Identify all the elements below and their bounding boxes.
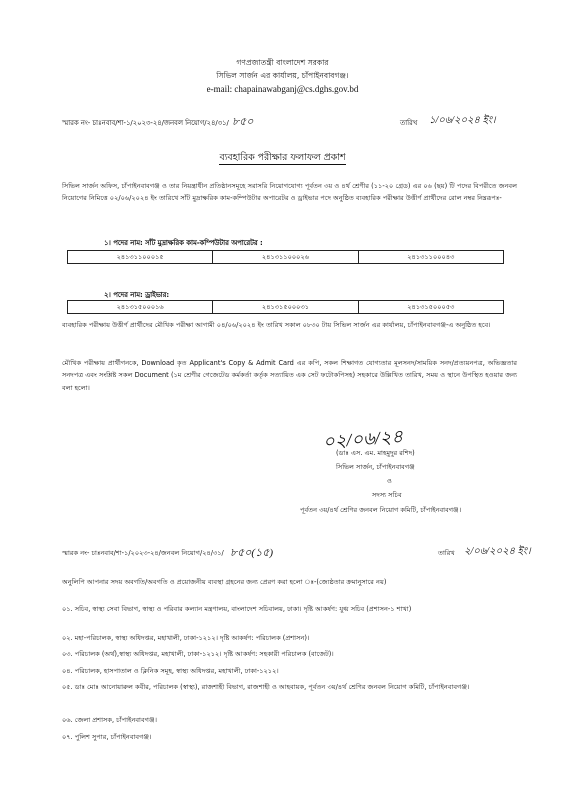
roll-cell: ২৪১৩১৫০০০৫৩ (358, 301, 503, 314)
list-item: ০৬. জেলা প্রশাসক, চাঁপাইনবাবগঞ্জ। (62, 716, 157, 724)
section1-roll-table (67, 250, 504, 264)
section1-heading: ১। পদের নাম: সাঁট মুদ্রাক্ষরিক কাম-কম্পিউটার অপারেটর : (104, 239, 263, 247)
section2-heading: ২। পদের নাম: ড্রাইভার: (104, 291, 170, 299)
memo2-date-handwritten: ২/০৬/২০২৪ ইং। (464, 546, 531, 557)
notice-title-text: ব্যবহারিক পরীক্ষার ফলাফল প্রকাশ (219, 152, 346, 163)
notice-title (0, 150, 565, 165)
memo2-number-handwritten: ৮৫০(১৫) (230, 547, 274, 559)
signature-handwritten: ০২/০৬/২৪ (322, 426, 404, 452)
memo-number-handwritten: ৮৫০ (232, 116, 254, 128)
table-row (68, 301, 504, 314)
office-name: সিভিল সার্জন এর কার্যালয়, চাঁপাইনবাবগঞ্জ। (216, 71, 349, 80)
memo2-reference: স্মারক নং- চাঃনবাব/শা-১/২০২৩-২৪/জনবল নিয়োগ/২৪/৩১/ (62, 549, 224, 557)
copy-note: অনুলিপি আপনার সদয় অবগতি/অবগতি ও প্রয়োজনীয় ব্যবস্থা গ্রহনের জন্য প্রেরণ করা হলো ঃ-(জ্যেষ্ঠতার ক্রমানুসারে নয়) (62, 578, 387, 586)
list-item: ০৪. পরিচালক, হাসপাতাল ও ক্লিনিক সমূহ, স্বাস্থ্য অধিদপ্তর, মহাখালী, ঢাকা-১২১২। (62, 667, 279, 675)
list-item: ০৭. পুলিশ সুপার, চাঁপাইনবাবগঞ্জ। (62, 733, 152, 741)
signatory-role: সদস্য সচিব (372, 491, 402, 499)
roll-cell: ২৪১৩১১০০০২৬ (213, 251, 358, 264)
roll-cell: ২৪১৩১৫০০০৩১ (213, 301, 358, 314)
signatory-committee: পূর্বতন ৩য়/৪র্থ শ্রেণির জনবল নিয়োগ কমিটি, চাঁপাইনবাবগঞ্জ। (300, 506, 462, 514)
signatory-name: (ডাঃ এস. এম. মাহমুদুর রশিদ) (336, 449, 415, 457)
office-email: e-mail: chapainawabganj@cs.dghs.gov.bd (206, 84, 359, 94)
table-row (68, 251, 504, 264)
govt-name: গণপ্রজাতন্ত্রী বাংলাদেশ সরকার (236, 58, 329, 67)
roll-cell: ২৪১৩১১০০০১৫ (68, 251, 213, 264)
memo-date-label: তারিখ (400, 119, 418, 127)
list-item: ০২. মহা-পরিচালক, স্বাস্থ্য অধিদপ্তর, মহাখালী, ঢাকা-১২১২। দৃষ্টি আকর্ষণ: পরিচালক (প্রশাসন)। (62, 634, 310, 642)
list-item: ০৫. ডাঃ মোঃ আনোয়ারুল কবীর, পরিচালক (স্বাস্থ্য), রাজশাহী বিভাগ, রাজশাহী ও আহবায়ক, পূর্বতন ৩য়/৪র্থ শ্রেণির জনবল নিয়োগ কমিটি, চাঁপাইনবাবগঞ্জ। (62, 683, 470, 691)
roll-cell: ২৪১৩১৫০০০১৬ (68, 301, 213, 314)
memo-date-handwritten: ১/০৬/২০২৪ ইং। (429, 115, 496, 126)
intro-paragraph: সিভিল সার্জন অফিস, চাঁপাইনবাবগঞ্জ ও তার নিয়ন্ত্রাধীন প্রতিষ্ঠানসমূহে সরাসরি নিয়োগযোগ্য পূর্বতন ৩য় ও ৪র্থ শ্রেণীর (১১-২০ গ্রেড) এর ০৬ (ছয়) টি পদের বিপরীতে জনবল নিয়োগের নিমিত্তে ০২/০৬/২০২৪ ইং তারিখে সাঁট মুদ্রাক্ষরিক কাম-কম্পিউটার অপারেটর ও ড্রাইভার পদে অনুষ্ঠিত ব্যবহারিক পরীক্ষার উত্তীর্ণ প্রার্থীদের রোল নম্বর নিম্নরূপঃ- (62, 182, 517, 203)
section2-roll-table (67, 300, 504, 314)
roll-cell: ২৪১৩১১০০০৪৩ (358, 251, 503, 264)
signatory-and: ও (387, 477, 392, 485)
list-item: ০১. সচিব, স্বাস্থ্য সেবা বিভাগ, স্বাস্থ্য ও পরিবার কল্যান মন্ত্রণালয়, বাংলাদেশ সচিবালয়, ঢাকা। দৃষ্টি আকর্ষণ: যুগ্ম সচিব (প্রশাসন-১ শাখা) (62, 605, 412, 613)
memo2-date-label: তারিখ (438, 549, 455, 557)
documents-notice: মৌখিক পরীক্ষায় প্রার্থীগনকে, Download কৃত Applicant's Copy & Admit Card এর কপি, সকল শিক্ষাগত যোগ্যতার মূলসনদ/সাময়িক সনদ/প্রত্যয়নপত্র, অভিজ্ঞতার সনদপত্র এবং সংশ্লিষ্ট সকল Document (১ম শ্রেণীর গেজেটেড কর্মকর্তা কর্তৃক সত্যায়িত এক সেট ফটোকপিসহ) সহকারে উল্লিখিত তারিখ, সময় ও স্থানে উপস্থিত হওয়ার জন্য বলা হলো। (62, 359, 517, 392)
signatory-designation: সিভিল সার্জন, চাঁপাইনবাবগঞ্জ (336, 463, 415, 471)
list-item: ০৩. পরিচালক (অর্থ),স্বাস্থ্য অধিদপ্তর, মহাখালী, ঢাকা-১২১২। দৃষ্টি আকর্ষণ: সহকারী পরিচালক (বাজেট)। (62, 650, 334, 658)
memo-reference: স্মারক নং- চাঃনবাব/শা-১/২০২৩-২৪/জনবল নিয়োগ/২৪/৩১/ (62, 119, 229, 127)
viva-notice: ব্যবহারিক পরীক্ষায় উত্তীর্ণ প্রার্থীদের মৌখিক পরীক্ষা আগামী ০৪/০৬/২০২৪ ইং তারিখ সকাল ০৮৩০ টায় সিভিল সার্জন এর কার্যালয়, চাঁপাইনবাবগঞ্জ-এ অনুষ্ঠিত হবে। (62, 321, 491, 329)
